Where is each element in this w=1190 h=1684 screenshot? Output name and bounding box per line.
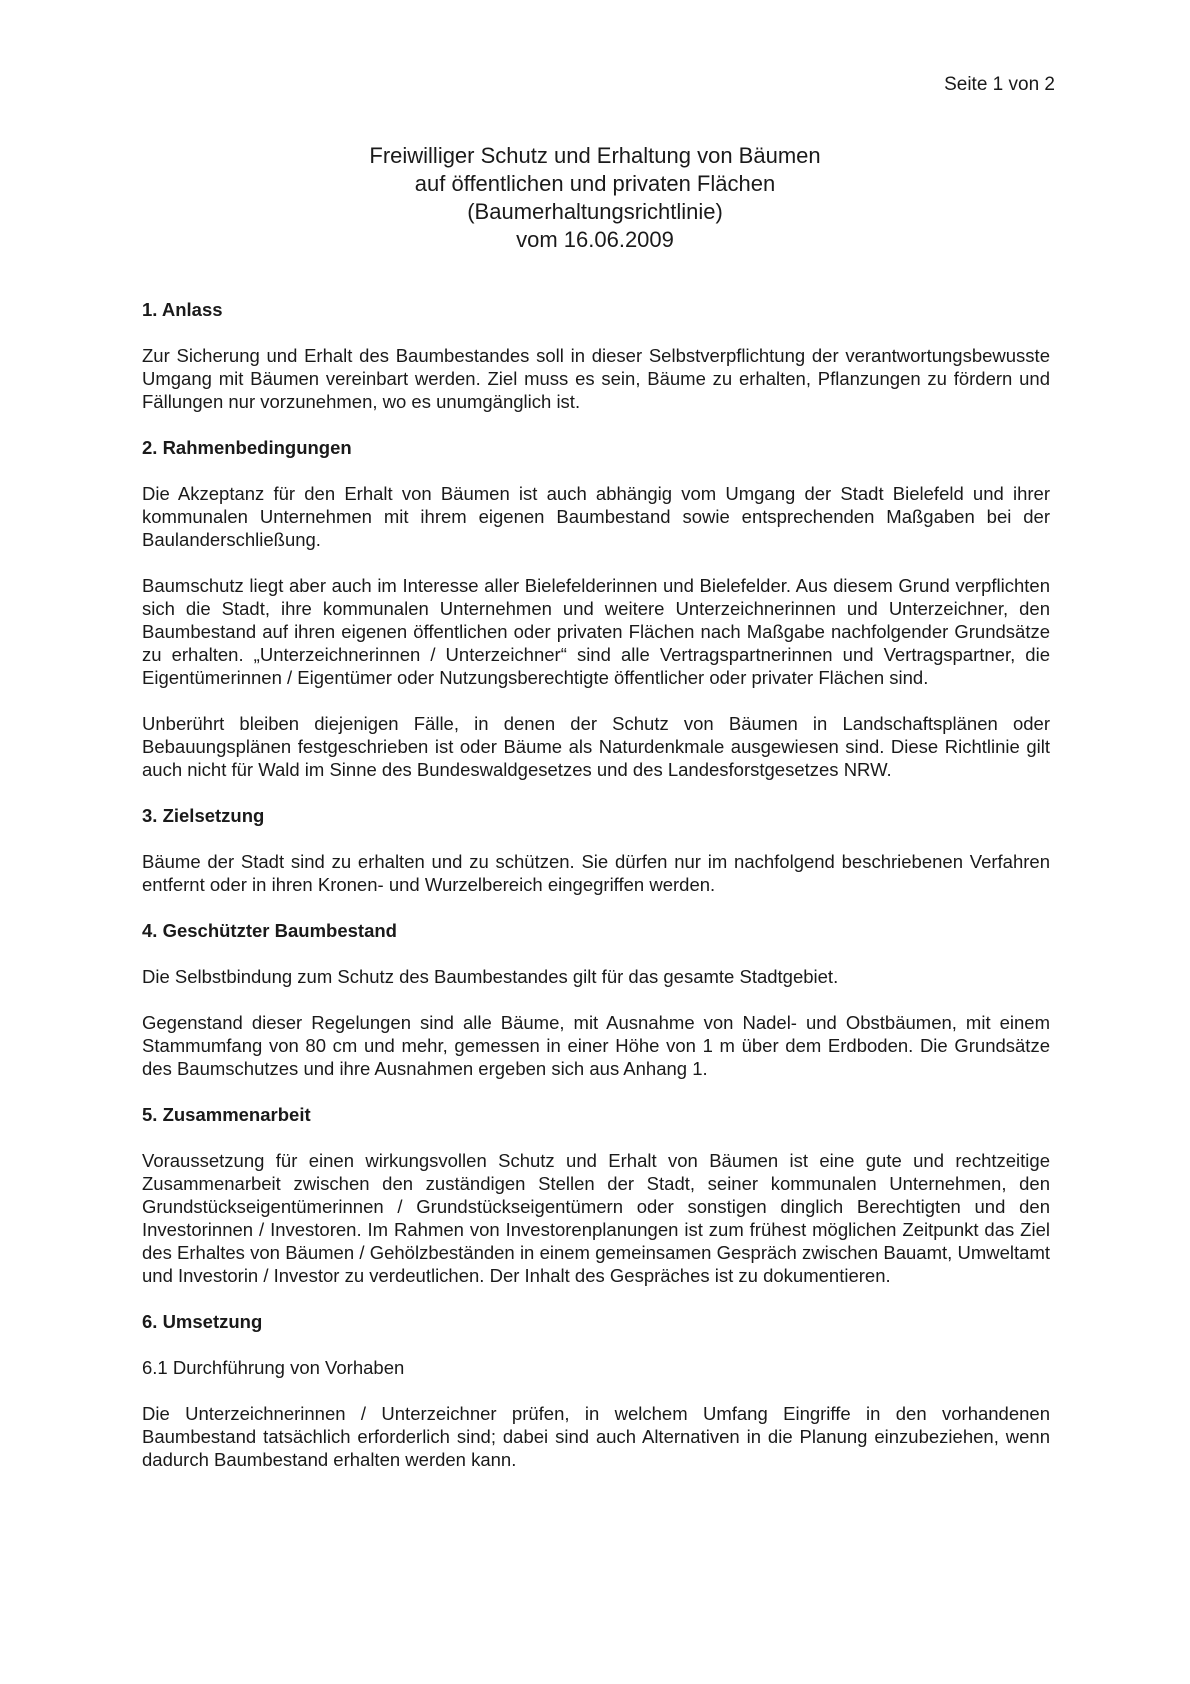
document-title xyxy=(0,142,1190,254)
section-2-paragraph-1: Die Akzeptanz für den Erhalt von Bäumen ist auch abhängig vom Umgang der Stadt Bielefeld und ihrer kommunalen Unternehmen mit ihrem eigenen Baumbestand sowie entsprechenden Maßgaben bei der Baulanderschließung. xyxy=(142,483,1050,550)
page-number: Seite 1 von 2 xyxy=(944,74,1055,95)
title-line-1: Freiwilliger Schutz und Erhaltung von Bäumen xyxy=(369,143,821,168)
section-1-paragraph: Zur Sicherung und Erhalt des Baumbestandes soll in dieser Selbstverpflichtung der verantwortungsbewusste Umgang mit Bäumen vereinbart werden. Ziel muss es sein, Bäume zu erhalten, Pflanzungen zu fördern und Fällungen nur vorzunehmen, wo es unumgänglich ist. xyxy=(142,345,1050,412)
section-4-paragraph-2: Gegenstand dieser Regelungen sind alle Bäume, mit Ausnahme von Nadel- und Obstbäumen, mit einem Stammumfang von 80 cm und mehr, gemessen in einer Höhe von 1 m über dem Erdboden. Die Grundsätze des Baumschutzes und ihre Ausnahmen ergeben sich aus Anhang 1. xyxy=(142,1012,1050,1079)
section-3-heading: 3. Zielsetzung xyxy=(142,805,265,826)
section-6-paragraph: Die Unterzeichnerinnen / Unterzeichner prüfen, in welchem Umfang Eingriffe in den vorhandenen Baumbestand tatsächlich erforderlich sind; dabei sind auch Alternativen in die Planung einzubeziehen, wenn dadurch Baumbestand erhalten werden kann. xyxy=(142,1403,1050,1470)
section-2-paragraph-3: Unberührt bleiben diejenigen Fälle, in denen der Schutz von Bäumen in Landschaftsplänen oder Bebauungsplänen festgeschrieben ist oder Bäume als Naturdenkmale ausgewiesen sind. Diese Richtlinie gilt auch nicht für Wald im Sinne des Bundeswaldgesetzes und des Landesforstgesetzes NRW. xyxy=(142,713,1050,780)
section-4-heading: 4. Geschützter Baumbestand xyxy=(142,920,397,941)
section-6-heading: 6. Umsetzung xyxy=(142,1311,263,1332)
section-5-heading: 5. Zusammenarbeit xyxy=(142,1104,311,1125)
section-6-subheading: 6.1 Durchführung von Vorhaben xyxy=(142,1357,405,1378)
section-1-heading: 1. Anlass xyxy=(142,299,223,320)
section-5-paragraph: Voraussetzung für einen wirkungsvollen Schutz und Erhalt von Bäumen ist eine gute und rechtzeitige Zusammenarbeit zwischen den zuständigen Stellen der Stadt, seiner kommunalen Unternehmen, den Grundstückseigentümerinnen / Grundstückseigentümern oder sonstigen dinglich Berechtigten und den Investorinnen / Investoren. Im Rahmen von Investorenplanungen ist zum frühest möglichen Zeitpunkt das Ziel des Erhaltes von Bäumen / Gehölzbeständen in einem gemeinsamen Gespräch zwischen Bauamt, Umweltamt und Investorin / Investor zu verdeutlichen. Der Inhalt des Gespräches ist zu dokumentieren. xyxy=(142,1150,1050,1286)
title-line-3: (Baumerhaltungsrichtlinie) xyxy=(467,199,723,224)
section-4-paragraph-1: Die Selbstbindung zum Schutz des Baumbestandes gilt für das gesamte Stadtgebiet. xyxy=(142,966,839,987)
document-body xyxy=(142,298,1050,1494)
section-2-heading: 2. Rahmenbedingungen xyxy=(142,437,352,458)
section-3-paragraph: Bäume der Stadt sind zu erhalten und zu schützen. Sie dürfen nur im nachfolgend beschriebenen Verfahren entfernt oder in ihren Kronen- und Wurzelbereich eingegriffen werden. xyxy=(142,851,1050,895)
title-line-2: auf öffentlichen und privaten Flächen xyxy=(414,171,776,196)
section-2-paragraph-2: Baumschutz liegt aber auch im Interesse aller Bielefelderinnen und Bielefelder. Aus diesem Grund verpflichten sich die Stadt, ihre kommunalen Unternehmen und weitere Unterzeichnerinnen und Unterzeichner, den Baumbestand auf ihren eigenen öffentlichen oder privaten Flächen nach Maßgabe nachfolgender Grundsätze zu erhalten. „Unterzeichnerinnen / Unterzeichner“ sind alle Vertragspartnerinnen und Vertragspartner, die Eigentümerinnen / Eigentümer oder Nutzungsberechtigte öffentlicher oder privater Flächen sind. xyxy=(142,575,1050,688)
title-line-4: vom 16.06.2009 xyxy=(516,227,674,252)
